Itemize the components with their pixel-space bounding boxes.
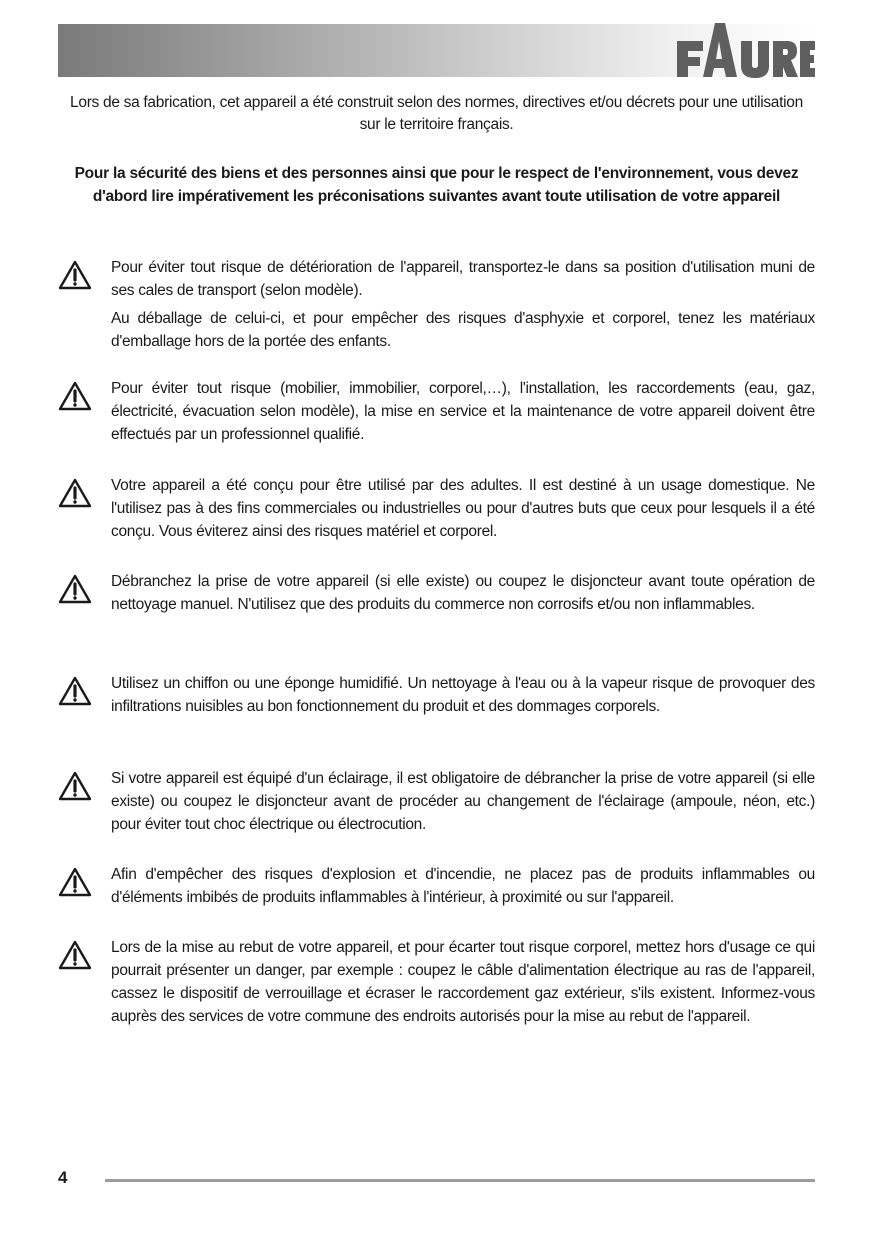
important-notice: Pour la sécurité des biens et des personnes ainsi que pour le respect de l'environnement, vous devez d'abord lire impérativement les préconisations suivantes avant toute utilisation de votre appareil [74, 165, 799, 205]
warning-paragraph: Pour éviter tout risque (mobilier, immobilier, corporel,…), l'installation, les raccordements (eau, gaz, électricité, évacuation selon modèle), la mise en service et la maintenance de votre appareil doivent être effectués par un professionnel qualifié. [111, 380, 815, 443]
warning-item [58, 474, 815, 543]
warning-text [111, 936, 815, 1028]
page-number: 4 [58, 1168, 68, 1187]
warning-triangle-icon [58, 867, 92, 897]
warning-paragraph: Au déballage de celui-ci, et pour empêcher des risques d'asphyxie et corporel, tenez les matériaux d'emballage hors de la portée des enfants. [111, 310, 815, 350]
warning-text [111, 474, 815, 543]
warning-paragraph: Si votre appareil est équipé d'un éclairage, il est obligatoire de débrancher la prise de votre appareil (si elle existe) ou coupez le disjoncteur avant de procéder au changement de l'éclairage (ampoule, néon, etc.) pour éviter tout choc électrique ou électrocution. [111, 770, 815, 833]
warning-item [58, 936, 815, 1028]
warning-paragraph: Débranchez la prise de votre appareil (si elle existe) ou coupez le disjoncteur avant toute opération de nettoyage manuel. N'utilisez que des produits du commerce non corrosifs et/ou non inflammables. [111, 573, 815, 613]
warning-paragraph: Lors de la mise au rebut de votre appareil, et pour écarter tout risque corporel, mettez hors d'usage ce qui pourrait présenter un danger, par exemple : coupez le câble d'alimentation électrique au ras de l'appareil, cassez le dispositif de verrouillage et écraser le raccordement gaz extérieur, s'ils existent. Informez-vous auprès des services de votre commune des endroits autorisés pour la mise au rebut de l'appareil. [111, 939, 815, 1025]
warning-item [58, 377, 815, 446]
warning-triangle-icon [58, 574, 92, 604]
warning-item [58, 570, 815, 616]
header-banner [58, 21, 815, 77]
warning-triangle-icon [58, 940, 92, 970]
warning-text [111, 256, 815, 353]
warning-triangle-icon [58, 260, 92, 290]
warning-text [111, 570, 815, 616]
warning-triangle-icon [58, 771, 92, 801]
warning-item [58, 672, 815, 718]
warning-text [111, 672, 815, 718]
warning-text [111, 863, 815, 909]
warning-triangle-icon [58, 676, 92, 706]
warning-triangle-icon [58, 478, 92, 508]
warning-text [111, 377, 815, 446]
brand-logo [665, 21, 815, 79]
brand-name: FAURE [665, 21, 669, 22]
warning-paragraph: Afin d'empêcher des risques d'explosion et d'incendie, ne placez pas de produits inflammables ou d'éléments imbibés de produits inflammables à l'intérieur, à proximité ou sur l'appareil. [111, 866, 815, 906]
intro-text: Lors de sa fabrication, cet appareil a été construit selon des normes, directives et/ou décrets pour une utilisation sur le territoire français. [70, 94, 803, 133]
warning-text [111, 767, 815, 836]
warning-triangle-icon [58, 381, 92, 411]
warning-paragraph: Pour éviter tout risque de détérioration de l'appareil, transportez-le dans sa position d'utilisation muni de ses cales de transport (selon modèle). [111, 259, 815, 299]
warning-item [58, 863, 815, 909]
warning-item [58, 767, 815, 836]
warning-paragraph: Votre appareil a été conçu pour être utilisé par des adultes. Il est destiné à un usage domestique. Ne l'utilisez pas à des fins commerciales ou industrielles ou pour d'autres buts que ceux pour lesquels il a été conçu. Vous éviterez ainsi des risques matériel et corporel. [111, 477, 815, 540]
footer-divider [105, 1179, 815, 1182]
warning-item [58, 256, 815, 353]
warning-paragraph: Utilisez un chiffon ou une éponge humidifié. Un nettoyage à l'eau ou à la vapeur risque de provoquer des infiltrations nuisibles au bon fonctionnement du produit et des dommages corporels. [111, 675, 815, 715]
